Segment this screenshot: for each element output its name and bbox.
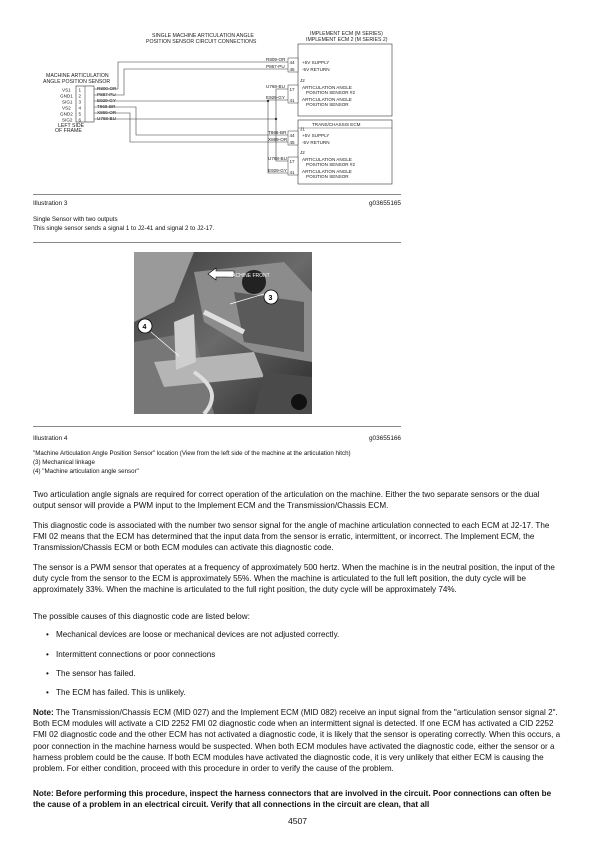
sensor-pin-name: GND1 xyxy=(60,93,73,99)
trans-pin-desc: +5V SUPPLY xyxy=(302,133,330,138)
sensor-pin-name: VS1 xyxy=(62,87,71,93)
illustration4-label: Illustration 4 xyxy=(33,435,68,442)
callout-3: 3 xyxy=(268,295,273,302)
page-number: 4507 xyxy=(287,816,308,826)
implement-ecm-title-line2: IMPLEMENT ECM 2 (M SERIES 2) xyxy=(306,37,388,43)
sensor-wire-label: E929-GY xyxy=(97,98,116,103)
sensor-pin-name: GND2 xyxy=(60,111,73,117)
list-item-text: The sensor has failed. xyxy=(56,669,136,678)
illustration3-code: g03655165 xyxy=(369,200,401,207)
sensor-pin-name: SIG1 xyxy=(62,99,73,105)
impl-pin-desc: POSITION SENSOR #2 xyxy=(306,90,356,95)
illustration4-caption-line: (3) Mechanical linkage xyxy=(33,459,95,466)
trans-wire-label: T868-BR xyxy=(268,130,287,135)
impl-pin: 41 xyxy=(289,98,295,103)
divider xyxy=(33,426,401,427)
trans-wire-label: U768-BU xyxy=(268,156,287,161)
impl-pin: 44 xyxy=(289,60,295,65)
divider xyxy=(33,242,401,243)
left-side-line1: LEFT SIDE xyxy=(58,123,85,129)
trans-pin-desc: -5V RETURN xyxy=(302,140,330,145)
trans-pin-desc: ARTICULATION ANGLE xyxy=(302,169,352,174)
sensor-pin-num: 2 xyxy=(78,93,82,99)
left-side-line2: OF FRAME xyxy=(55,128,82,134)
diagram-title-line2: POSITION SENSOR CIRCUIT CONNECTIONS xyxy=(146,39,257,45)
note-label: Note: xyxy=(33,708,54,717)
impl-pin: 45 xyxy=(289,67,295,72)
impl-pin-desc: POSITION SENSOR xyxy=(306,102,349,107)
trans-pin-desc: POSITION SENSOR #2 xyxy=(306,162,356,167)
wiring-diagram xyxy=(40,28,400,194)
list-item: • The ECM has failed. This is unlikely. xyxy=(46,688,186,697)
list-item: • Intermittent connections or poor connections xyxy=(46,650,216,659)
sensor-wire-label: T868-BR xyxy=(97,104,116,109)
sensor-pin-num: 6 xyxy=(78,117,82,123)
divider xyxy=(33,194,401,195)
sensor-pin-num: 4 xyxy=(78,105,82,111)
impl-wire-label: P867-PU xyxy=(266,64,285,69)
machine-front-label: MACHINE FRONT xyxy=(228,273,270,279)
body-paragraph: The sensor is a PWM sensor that operates at a frequency of approximately 500 hertz. When the machine is in the neutral position, the input of the duty cycle from the sensor to the ECM is approximately 55%. When the machine is articulated to the full left position, the duty cycle will be approximately 33%. When the machine is articulated to the full right position, the duty cycle will be approximately 74%. xyxy=(33,563,555,595)
impl-pin-desc: +5V SUPPLY xyxy=(302,60,330,65)
callout-4: 4 xyxy=(142,324,147,331)
sensor-wire-label: X869-OR xyxy=(97,110,117,115)
impl-wire-label: U768-BU xyxy=(266,84,285,89)
trans-ecm-title: TRANS/CHASSIS ECM xyxy=(312,122,361,127)
list-item: • The sensor has failed. xyxy=(46,669,136,678)
illustration3-caption-row xyxy=(33,200,401,207)
impl-pin-desc: ARTICULATION ANGLE xyxy=(302,85,352,90)
illustration4-caption-line: "Machine Articulation Angle Position Sensor" location (View from the left side of the machine at the articulation hitch) xyxy=(33,450,351,457)
trans-wire-label: X869-OR xyxy=(268,137,288,142)
sensor-pin-num: 3 xyxy=(78,99,82,105)
trans-j1-label: J1 xyxy=(300,126,305,132)
implement-ecm-title-line1: IMPLEMENT ECM (M SERIES) xyxy=(310,31,383,37)
illustration4-caption-line: (4) "Machine articulation angle sensor" xyxy=(33,468,139,475)
sensor-pin-name: SIG2 xyxy=(62,117,73,123)
trans-j2-label: J2 xyxy=(300,150,305,155)
trans-wire-label: E929-GY xyxy=(268,168,287,173)
illustration4-caption-row xyxy=(33,435,401,442)
illustration4-code: g03655166 xyxy=(369,435,401,442)
impl-pin-desc: -5V RETURN xyxy=(302,67,330,72)
trans-pin: 17 xyxy=(289,159,295,164)
impl-j2-label: J2 xyxy=(300,78,305,83)
trans-pin: 45 xyxy=(289,140,295,145)
trans-pin: 44 xyxy=(289,133,295,138)
note-paragraph xyxy=(33,707,561,774)
trans-pin-desc: ARTICULATION ANGLE xyxy=(302,157,352,162)
diagram-title-line1: SINGLE MACHINE ARTICULATION ANGLE xyxy=(152,33,254,39)
sensor-pin-num: 5 xyxy=(78,111,82,117)
note-paragraph-bold xyxy=(33,788,561,810)
impl-pin: 17 xyxy=(289,87,295,92)
note-text: The Transmission/Chassis ECM (MID 027) and the Implement ECM (MID 082) receive an input signal from the "articulation sensor signal 2". Both ECM modules will activate a CID 2252 FMI 02 diagnostic code when an intermittent signal is detected. If one ECM has activated a CID 2252 FMI 02 diagnostic code and the other ECM has not activated a diagnostic code, it is likely that the sensor is operating correctly. When this occurs, a poor connection in the machine harness would be suspected. When both ECM modules have activated the diagnostic code, either the sensor or a harness problem could be the cause. If both ECM modules have activated the diagnostic code, it is very unlikely that either ECM is causing the problem. For either condition, proceed with this procedure in order to verify the cause of the problem. xyxy=(33,708,561,774)
note2-text: Note: Before performing this procedure, inspect the harness connectors that are involved in the circuit. Poor connections can often be the cause of a problem in an electrical circuit. Verify that all connections in the circuit are clean, that all xyxy=(33,789,552,810)
list-item: • Mechanical devices are loose or mechanical devices are not adjusted correctly. xyxy=(46,630,340,639)
list-item-text: Intermittent connections or poor connections xyxy=(56,650,216,659)
sensor-wire-label: P887-PU xyxy=(97,92,116,97)
sensor-wire-label: R800-OR xyxy=(97,86,117,91)
body-paragraph: The possible causes of this diagnostic code are listed below: xyxy=(33,612,250,621)
illustration3-label: Illustration 3 xyxy=(33,200,68,207)
sensor-pin-num: 1 xyxy=(78,87,82,93)
sensor-pin-name: VS2 xyxy=(62,105,71,111)
body-paragraph: Two articulation angle signals are required for correct operation of the articulation on the machine. Either the two separate sensors or the dual output sensor will provide a PWM input to the Implement ECM and the Transmission/Chassis ECM. xyxy=(33,490,540,511)
sensor-wire-label: U768-BU xyxy=(97,116,116,121)
trans-pin: 41 xyxy=(289,170,295,175)
illustration3-caption-line: This single sensor sends a signal 1 to J2-41 and signal 2 to J2-17. xyxy=(33,225,215,232)
list-item-text: Mechanical devices are loose or mechanical devices are not adjusted correctly. xyxy=(56,630,340,639)
impl-wire-label: E929-GY xyxy=(266,95,285,100)
impl-pin-desc: ARTICULATION ANGLE xyxy=(302,97,352,102)
sensor-label-line2: ANGLE POSITION SENSOR xyxy=(43,79,111,85)
articulation-hitch-photo xyxy=(134,252,312,414)
illustration3-caption-line: Single Sensor with two outputs xyxy=(33,216,118,223)
list-item-text: The ECM has failed. This is unlikely. xyxy=(56,688,186,697)
impl-wire-label: R809-OR xyxy=(266,57,286,62)
trans-pin-desc: POSITION SENSOR xyxy=(306,174,349,179)
sensor-label-line1: MACHINE ARTICULATION xyxy=(46,73,109,79)
body-paragraph: This diagnostic code is associated with the number two sensor signal for the angle of machine articulation connected to each ECM at J2-17. The FMI 02 means that the ECM has determined that the input data from the sensor is erratic, intermittent, or incorrect. The Implement ECM, the Transmission/Chassis ECM or both ECM modules can activate this diagnostic code. xyxy=(33,521,550,553)
